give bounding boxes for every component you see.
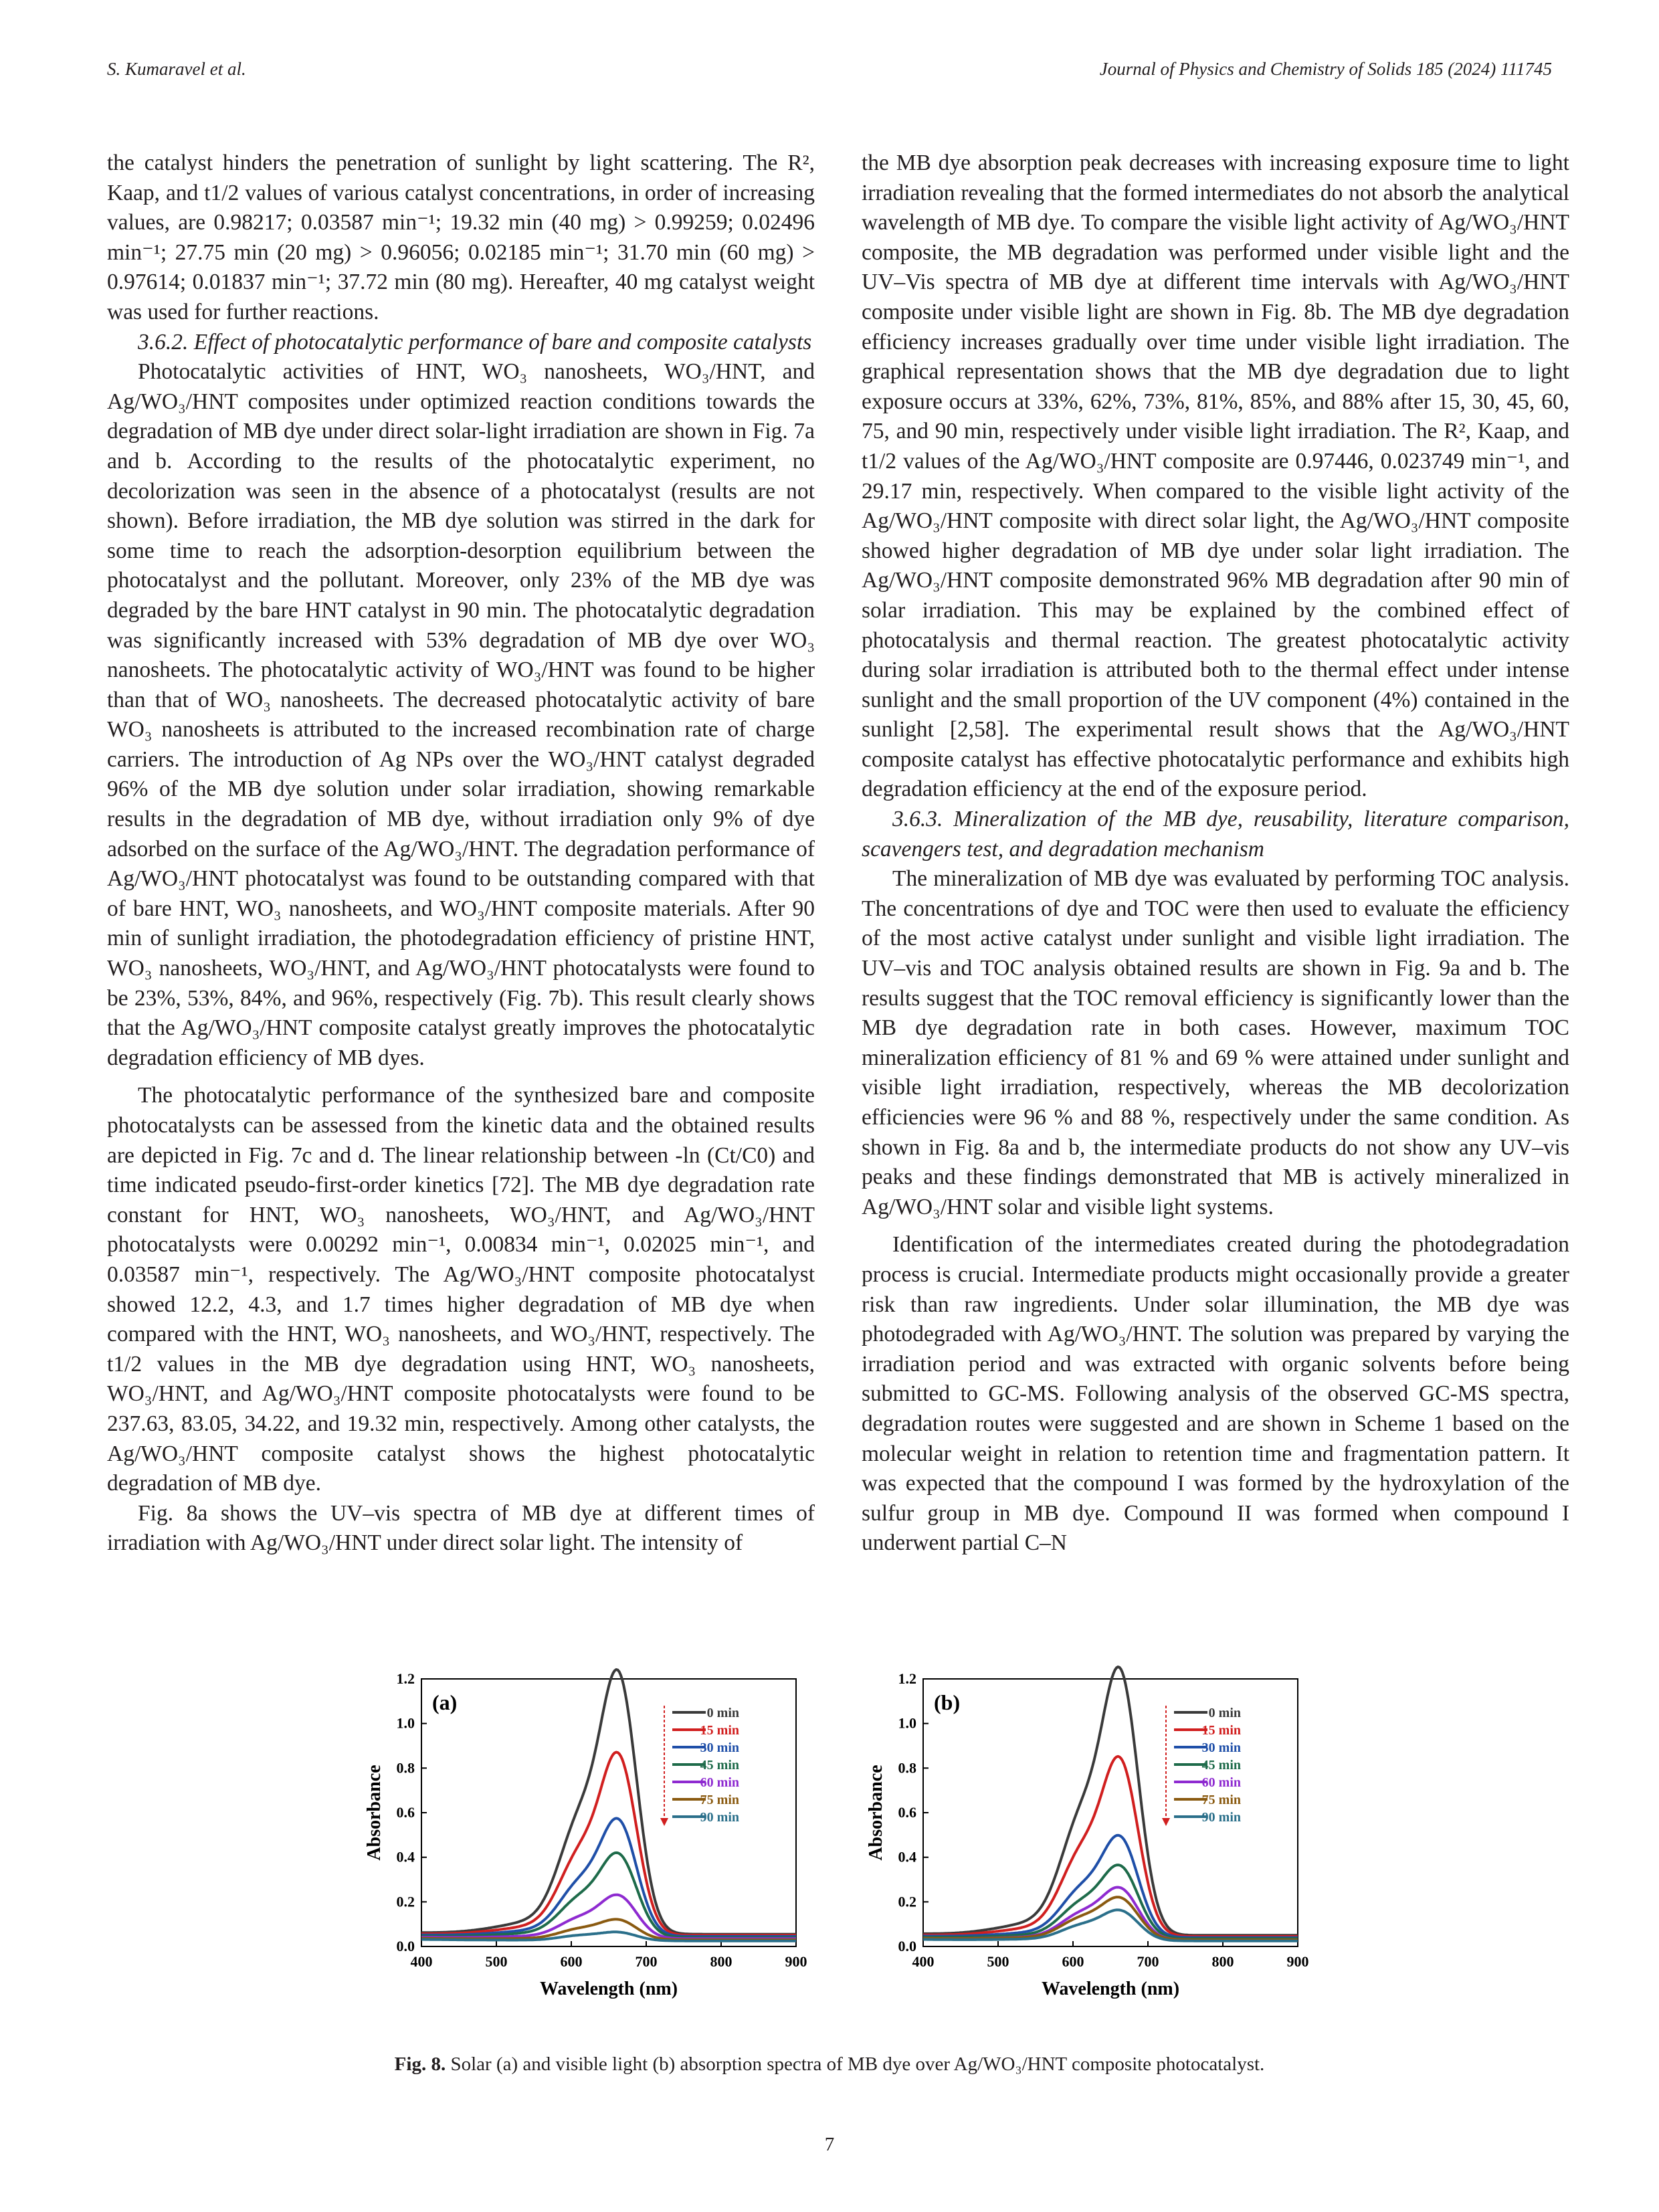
legend-label: 60 min [700, 1775, 739, 1790]
paragraph: The mineralization of MB dye was evaluated by performing TOC analysis. The concentrations of dye and TOC were then used to evaluate the efficiency of the most active catalyst under sunlight and visible light irradiation. The UV–vis and TOC analysis obtained results are shown in Fig. 9a and b. The results suggest that the TOC removal efficiency is significantly lower than the MB dye degradation rate in both cases. However, maximum TOC mineralization efficiency of 81 % and 69 % were attained under sunlight and visible light irradiation, respectively, whereas the MB decolorization efficiencies were 96 % and 88 %, respectively under the same condition. As shown in Fig. 8a and b, the intermediate products do not show any UV–vis peaks and these findings demonstrated that MB is actively mineralized in Ag/WO₃/HNT solar and visible light systems. [862, 866, 1569, 1219]
series-line [923, 1667, 1298, 1935]
figure-caption-text: Solar (a) and visible light (b) absorption spectra of MB dye over Ag/WO₃/HNT composite photocatalyst. [450, 2053, 1265, 2075]
x-tick-label: 600 [560, 1953, 583, 1970]
x-axis-label: Wavelength (nm) [1041, 1979, 1180, 1999]
x-tick-label: 900 [785, 1953, 807, 1970]
legend-label: 45 min [1201, 1758, 1241, 1773]
x-axis-label: Wavelength (nm) [539, 1979, 678, 1999]
legend-arrowhead [660, 1818, 668, 1826]
figure-caption [0, 2053, 1659, 2076]
legend-label: 30 min [1201, 1740, 1241, 1755]
paragraph: The photocatalytic performance of the synthesized bare and composite photocatalysts can be assessed from the kinetic data and the obtained results are depicted in Fig. 7c and d. The linear relationship between -ln (Ct/C0) and time indicated pseudo-first-order kinetics [72]. The MB dye degradation rate constant for HNT, WO₃ nanosheets, WO₃/HNT, and Ag/WO₃/HNT photocatalysts were 0.00292 min⁻¹, 0.00834 min⁻¹, 0.02025 min⁻¹, and 0.03587 min⁻¹, respectively. The Ag/WO₃/HNT composite photocatalyst showed 12.2, 4.3, and 1.7 times higher degradation of MB dye when compared with the HNT, WO₃ nanosheets, and WO₃/HNT, respectively. The t1/2 values in the MB dye degradation using HNT, WO₃ nanosheets, WO₃/HNT, and Ag/WO₃/HNT composite photocatalysts were found to be 237.63, 83.05, 34.22, and 19.32 min, respectively. Among other catalysts, the Ag/WO₃/HNT composite catalyst shows the highest photocatalytic degradation of MB dye. [107, 1083, 815, 1496]
x-tick-label: 700 [1137, 1953, 1159, 1970]
plot-frame [923, 1679, 1298, 1946]
y-tick-label: 0.8 [396, 1759, 415, 1777]
x-tick-label: 700 [635, 1953, 658, 1970]
series-line [421, 1670, 796, 1934]
chart-solar-spectra [348, 1666, 830, 2040]
y-tick-label: 0.2 [898, 1893, 916, 1910]
legend-label: 90 min [1201, 1810, 1241, 1825]
x-tick-label: 900 [1286, 1953, 1309, 1970]
y-tick-label: 0.6 [898, 1804, 916, 1821]
x-tick-label: 400 [410, 1953, 433, 1970]
paragraph: the MB dye absorption peak decreases with increasing exposure time to light irradiation revealing that the formed intermediates do not absorb the analytical wavelength of MB dye. To compare the visible light activity of Ag/WO₃/HNT composite, the MB degradation was performed under visible light and the UV–Vis spectra of MB dye at different time intervals with Ag/WO₃/HNT composite under visible light are shown in Fig. 8b. The MB dye degradation efficiency increases gradually over time under visible light irradiation. The graphical representation shows that the MB dye degradation due to light exposure occurs at 33%, 62%, 73%, 81%, 85%, and 88% after 15, 30, 45, 60, 75, and 90 min, respectively under visible light irradiation. The R², Kaap, and t1/2 values of the Ag/WO₃/HNT composite are 0.97446, 0.023749 min⁻¹, and 29.17 min, respectively. When compared to the visible light activity of the Ag/WO₃/HNT composite with direct solar light, the Ag/WO₃/HNT composite showed higher degradation of MB dye under solar light irradiation. The Ag/WO₃/HNT composite demonstrated 96% MB degradation after 90 min of solar irradiation. This may be explained by the combined effect of photocatalysis and thermal reaction. The greatest photocatalytic activity during solar irradiation is attributed both to the thermal effect under intense sunlight and the small proportion of the UV component (4%) contained in the sunlight [2,58]. The experimental result shows that the Ag/WO₃/HNT composite catalyst has effective photocatalytic performance and exhibits high degradation efficiency at the end of the exposure period. [862, 150, 1569, 802]
left-column [107, 148, 815, 1559]
figure-8 [0, 1666, 1659, 2067]
y-tick-label: 0.2 [396, 1893, 415, 1910]
legend-label: 30 min [700, 1740, 739, 1755]
series-line [923, 1756, 1298, 1936]
series-line [923, 1865, 1298, 1938]
legend-label: 60 min [1201, 1775, 1241, 1790]
y-tick-label: 0.4 [396, 1848, 415, 1866]
legend-label: 0 min [1208, 1706, 1241, 1720]
y-axis-label: Absorbance [364, 1765, 385, 1861]
legend-label: 75 min [700, 1793, 739, 1807]
legend-arrowhead [1162, 1818, 1170, 1826]
legend-label: 90 min [700, 1810, 739, 1825]
x-tick-label: 500 [987, 1953, 1009, 1970]
y-tick-label: 0.6 [396, 1804, 415, 1821]
y-tick-label: 1.2 [898, 1670, 916, 1687]
right-column [862, 148, 1569, 1559]
y-tick-label: 1.2 [396, 1670, 415, 1687]
y-tick-label: 1.0 [898, 1714, 916, 1732]
legend-label: 0 min [706, 1706, 739, 1720]
panel-label: (a) [432, 1690, 458, 1714]
legend-label: 15 min [1201, 1723, 1241, 1738]
paragraph: the catalyst hinders the penetration of sunlight by light scattering. The R², Kaap, and t1/2 values of various catalyst concentrations, in order of increasing values, are 0.98217; 0.03587 min⁻¹; 19.32 min (40 mg) > 0.99259; 0.02496 min⁻¹; 27.75 min (20 mg) > 0.96056; 0.02185 min⁻¹; 31.70 min (60 mg) > 0.97614; 0.01837 min⁻¹; 37.72 min (80 mg). Hereafter, 40 mg catalyst weight was used for further reactions. [107, 150, 815, 324]
series-line [421, 1752, 796, 1936]
y-tick-label: 0.0 [898, 1938, 916, 1954]
section-heading-3-6-3: 3.6.3. Mineralization of the MB dye, reusability, literature comparison, scavengers test, and degradation mechanism [862, 807, 1569, 862]
x-tick-label: 400 [912, 1953, 935, 1970]
series-line [421, 1853, 796, 1938]
x-tick-label: 800 [1211, 1953, 1234, 1970]
plot-frame [421, 1679, 796, 1946]
x-tick-label: 500 [485, 1953, 508, 1970]
running-header-authors: S. Kumaravel et al. [107, 59, 246, 79]
series-line [923, 1835, 1298, 1938]
y-tick-label: 1.0 [396, 1714, 415, 1732]
page-number: 7 [824, 2134, 835, 2155]
y-tick-label: 0.4 [898, 1848, 916, 1866]
paragraph: Photocatalytic activities of HNT, WO₃ nanosheets, WO₃/HNT, and Ag/WO₃/HNT composites under optimized reaction conditions towards the degradation of MB dye under direct solar-light irradiation are shown in Fig. 7a and b. According to the results of the photocatalytic experiment, no decolorization was seen in the absence of a photocatalyst (results are not shown). Before irradiation, the MB dye solution was stirred in the dark for some time to reach the adsorption-desorption equilibrium between the photocatalyst and the pollutant. Moreover, only 23% of the MB dye was degraded by the bare HNT catalyst in 90 min. The photocatalytic degradation was significantly increased with 53% degradation of MB dye over WO₃ nanosheets. The photocatalytic activity of WO₃/HNT was found to be higher than that of WO₃ nanosheets. The decreased photocatalytic activity of bare WO₃ nanosheets is attributed to the increased recombination rate of charge carriers. The introduction of Ag NPs over the WO₃/HNT catalyst degraded 96% of the MB dye solution under solar irradiation, showing remarkable results in the degradation of MB dye, without irradiation only 9% of dye adsorbed on the surface of the Ag/WO₃/HNT. The degradation performance of Ag/WO₃/HNT photocatalyst was found to be outstanding compared with that of bare HNT, WO₃ nanosheets, and WO₃/HNT composite materials. After 90 min of sunlight irradiation, the photodegradation efficiency of pristine HNT, WO₃ nanosheets, WO₃/HNT, and Ag/WO₃/HNT photocatalysts were found to be 23%, 53%, 84%, and 96%, respectively (Fig. 7b). This result clearly shows that the Ag/WO₃/HNT composite catalyst greatly improves the photocatalytic degradation efficiency of MB dyes. [107, 359, 815, 1070]
paragraph: Identification of the intermediates created during the photodegradation process is crucial. Intermediate products might occasionally provide a greater risk than raw ingredients. Under solar illumination, the MB dye was photodegraded with Ag/WO₃/HNT. The solution was prepared by varying the irradiation period and was extracted with organic solvents before being submitted to GC-MS. Following analysis of the observed GC-MS spectra, degradation routes were suggested and are shown in Scheme 1 based on the molecular weight in relation to retention time and fragmentation pattern. It was expected that the compound I was formed by the hydroxylation of the sulfur group in MB dye. Compound II was formed when compound I underwent partial C–N [862, 1232, 1569, 1556]
x-tick-label: 800 [710, 1953, 733, 1970]
x-tick-label: 600 [1062, 1953, 1084, 1970]
figure-caption-label: Fig. 8. [394, 2053, 446, 2075]
paragraph: Fig. 8a shows the UV–vis spectra of MB dye at different times of irradiation with Ag/WO₃/HNT under direct solar light. The intensity of [107, 1500, 815, 1556]
legend-label: 75 min [1201, 1793, 1241, 1807]
y-axis-label: Absorbance [866, 1765, 886, 1861]
y-tick-label: 0.0 [396, 1938, 415, 1954]
panel-label: (b) [934, 1690, 961, 1714]
series-line [421, 1818, 796, 1936]
y-tick-label: 0.8 [898, 1759, 916, 1777]
chart-visible-spectra [850, 1666, 1331, 2040]
running-header-journal: Journal of Physics and Chemistry of Solids 185 (2024) 111745 [1099, 59, 1552, 79]
section-heading-3-6-2: 3.6.2. Effect of photocatalytic performance of bare and composite catalysts [138, 329, 812, 355]
legend-label: 45 min [700, 1758, 739, 1773]
legend-label: 15 min [700, 1723, 739, 1738]
